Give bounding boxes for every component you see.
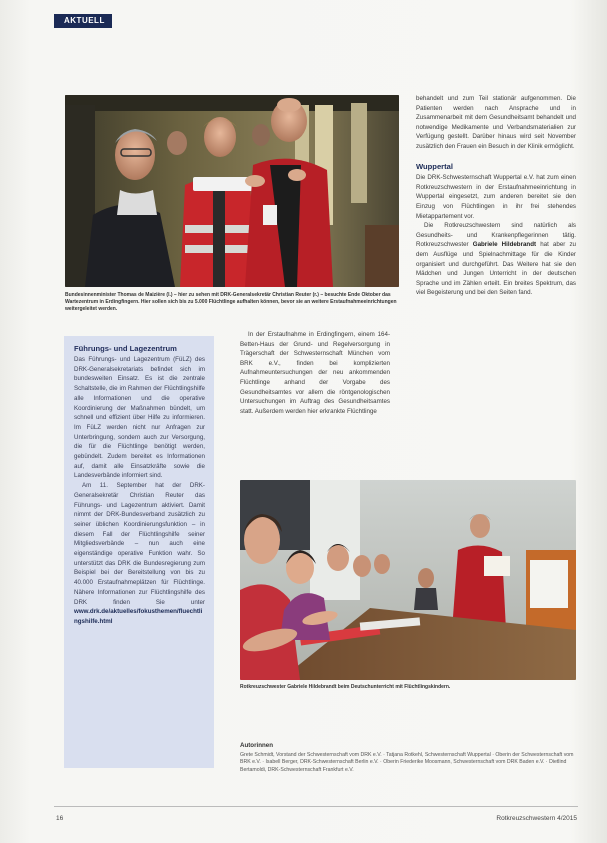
info-box-paragraph-1: Das Führungs- und Lagezentrum (FüLZ) des DRK-Generalsekretariats befindet sich im bundesweiten Einsatz. Es ist die zentrale Schaltstelle, die im Rahmen der Flüchtlingshilfe alle Informationen und die operative Koordinierung der Maßnahmen bündelt, um schnell und effizient über Hilfe zu informieren. Im FüLZ werden nicht nur Anfragen zur Unterbringung, sondern auch zur Versorgung, die für die Flüchtlinge benötigt werden, gebündelt. Zudem bereitet es Informationen auf, damit alle Einsatzkräfte sowie die Landesverbände informiert sind. (74, 356, 205, 480)
bottom-photo-caption: Rotkreuzschwester Gabriele Hildebrandt beim Deutschunterricht mit Flüchtlingskindern. (240, 684, 451, 690)
right-column-paragraph-3-start: Die Rotkreuzschwestern sind natürlich als Gesundheits- und Krankenpflegerinnen tätig. Rotkreuzschwester (416, 222, 576, 249)
highlighted-name: Gabriele Hildebrandt (472, 241, 537, 249)
top-photo-illustration (65, 95, 399, 287)
bottom-photo-illustration (240, 480, 576, 680)
right-column-paragraph-3-end: hat aber zu dem Ausflüge und Spielnachmittage für die Kinder organisiert und durchgeführt. Das Weitere hat sie den Mädchen und Jungen Unterricht in der deutschen Sprache und im Zählen erteilt. Ein breites Spektrum, das viel Begeisterung und bei den Seiten fand. (416, 241, 576, 297)
middle-column-paragraph: In der Erstaufnahme in Erdingfingern, einem 164-Betten-Haus der Grund- und Regelversorgung in Trägerschaft der Schwesternschaft München vom BRK e.V., finden bei komplizierten Aufnahmeuntersuchungen der neu ankommenden Flüchtlinge anhand der Vorgabe des Gesundheitsamtes vor allem die röntgenologischen Untersuchungen im Auftrag des Gesundheitsamtes statt. Außerdem werden hier erkrankte Flüchtlinge (240, 331, 390, 415)
bottom-photo (240, 480, 576, 680)
info-box-paragraph-2-text: Am 11. September hat der DRK-Generalsekretär Christian Reuter das Führungs- und Lagezentrum aktiviert. Damit nimmt der DRK-Bundesverband zusätzlich zu seiner üblichen Koordinierungsfunktion – in diesem Fall der Flüchtlingshilfe seiner Mitgliedsverbände – nun auch eine eigenständige operative Funktion wahr. So unterstützt das DRK die Bundesregierung zum Beispiel bei der Bereitstellung von bis zu 40.000 Erstaufnahmeplätzen für Flüchtlinge. Nähere Informationen zur Flüchtlingshilfe des DRK finden Sie unter (74, 482, 205, 606)
right-column (416, 94, 576, 298)
top-photo-caption: Bundesinnenminister Thomas de Maizière (l.) – hier zu sehen mit DRK-Generalsekretär Christian Reuter (r.) – besuchte Ende Oktober das Wartezentrum in Erdingfingern. Hier sollen sich bis zu 5.000 Flüchtlinge aufhalten können, bevor sie an weitere Erstaufnahmeeinrichtungen weitergeleitet werden. (65, 292, 397, 313)
top-photo (65, 95, 399, 287)
authors-heading: Autorinnen (240, 742, 273, 749)
section-heading-wuppertal: Wuppertal (416, 161, 453, 171)
authors-list: Grete Schmidt, Vorstand der Schwesternschaft vom DRK e.V. · Tatjana Rotkehl, Schwesternschaft Wuppertal · Oberin der Schwesternschaft vom BRK e.V. · Isabell Berger, DRK-Schwesternschaft Berlin e.V. · Oberin Friederike Moosmann, Schwesternschaft vom DRK Baden e.V. · Dietlind Bertamoldi, DRK-Schwesternschaft Frankfurt e.V. (240, 752, 574, 773)
section-tag: AKTUELL (54, 14, 112, 28)
right-column-paragraph-1: behandelt und zum Teil stationär aufgenommen. Die Patienten werden nach Ansprache und in Zusammenarbeit mit dem Gesundheitsamt behandelt und notwendige Medikamente und Verbandsmaterialien zur Verfügung gestellt. Darüber hinaus wird seit November zusätzlich den Frauen ein Besuch in der Klinik ermöglicht. (416, 95, 576, 150)
right-column-paragraph-3 (416, 221, 576, 298)
right-column-paragraph-2: Die DRK-Schwesternschaft Wuppertal e.V. hat zum einen Rotkreuzschwestern in der Erstaufnahmeeinrichtung in Wuppertal eingesetzt, zum anderen bereitet sie den Einzug von Flüchtlingen in ihr frei stehendes Mietappartement vor. (416, 174, 576, 220)
magazine-issue: Rotkreuzschwestern 4/2015 (496, 815, 577, 822)
middle-column (240, 330, 390, 416)
info-box-title: Führungs- und Lagezentrum (74, 344, 177, 353)
info-box-paragraph-2 (74, 481, 205, 627)
info-box-link[interactable]: www.drk.de/aktuelles/fokusthemen/fluechtlingshilfe.html (74, 608, 203, 625)
page-number: 16 (56, 815, 64, 822)
footer-divider (54, 806, 578, 807)
info-box (64, 336, 214, 768)
